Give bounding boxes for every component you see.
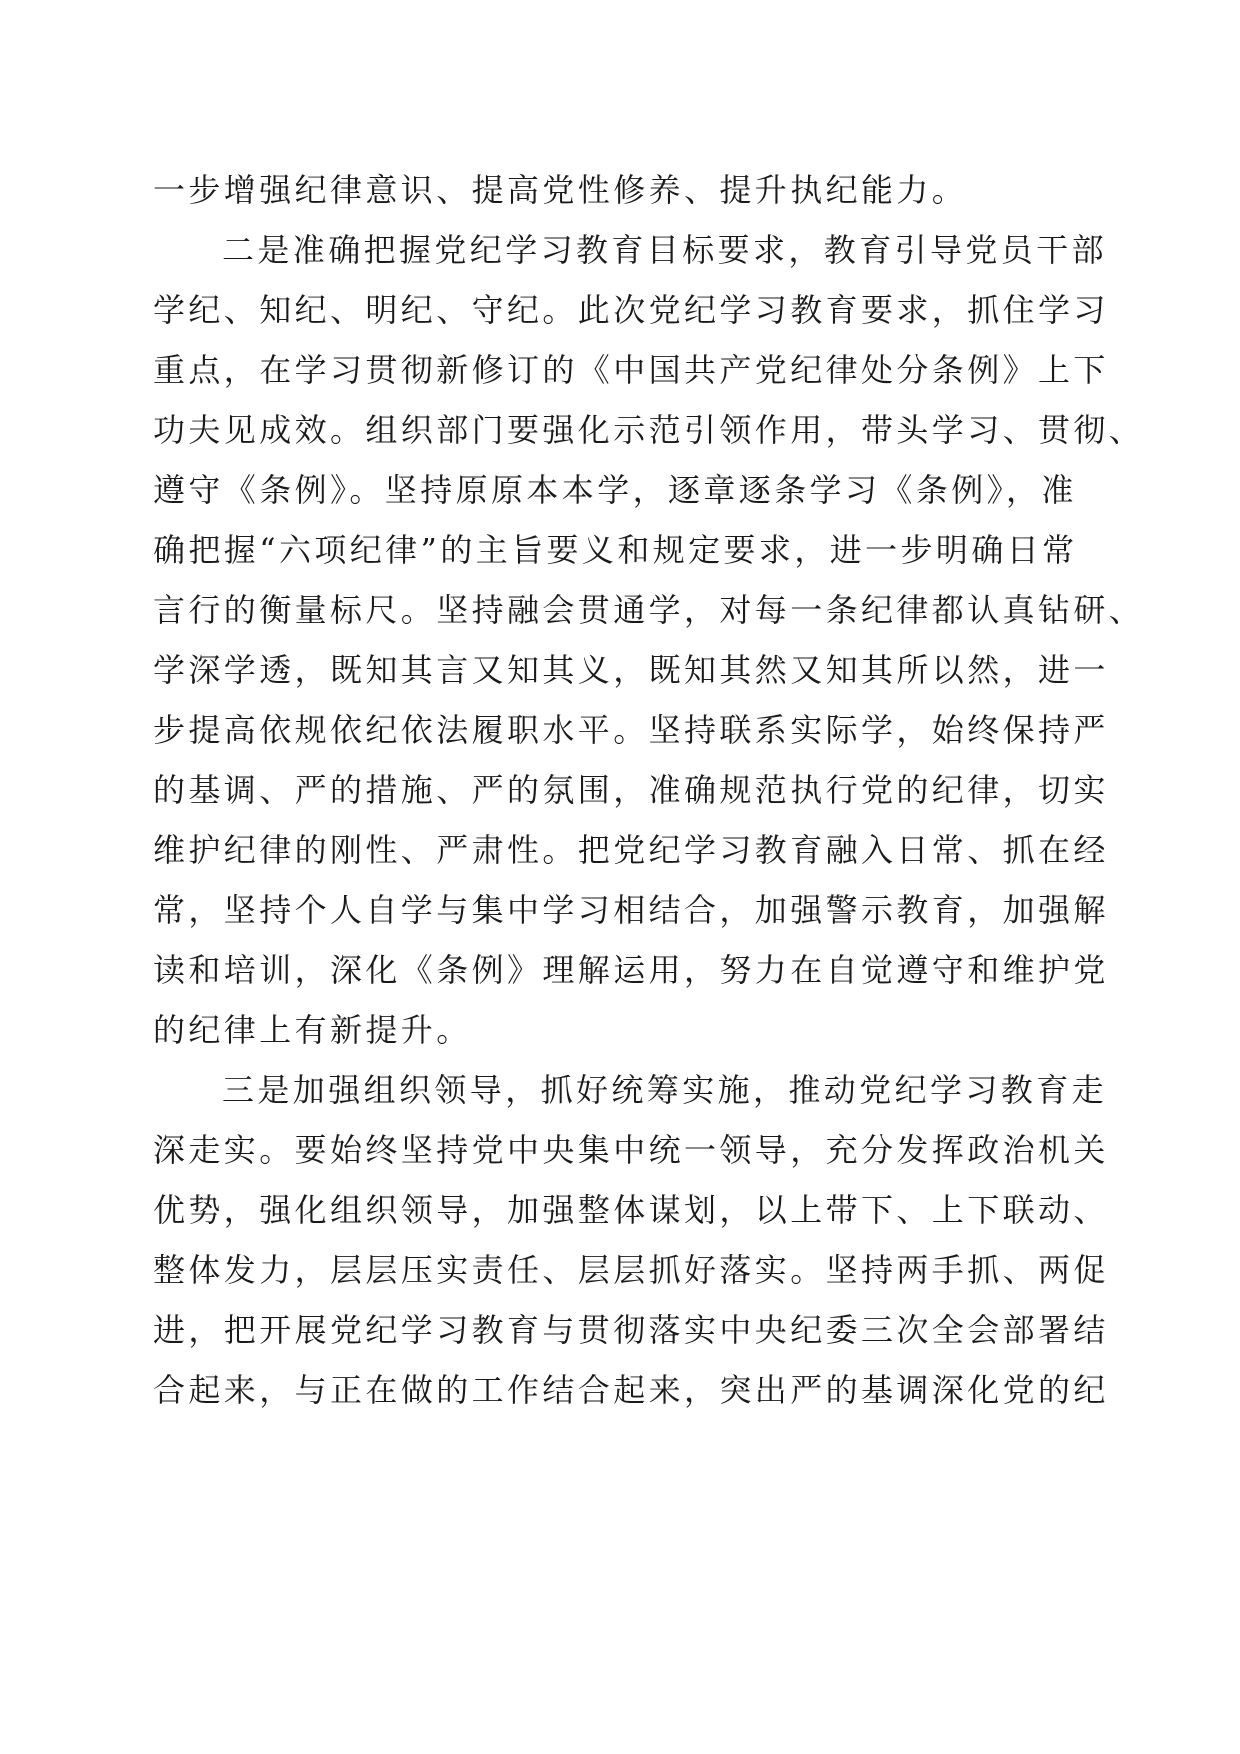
body-text-line: 确把握“六项纪律”的主旨要义和规定要求，进一步明确日常 <box>153 531 1078 569</box>
body-text-line: 维护纪律的刚性、严肃性。把党纪学习教育融入日常、抓在经 <box>153 831 1109 869</box>
body-text-line: 读和培训，深化《条例》理解运用，努力在自觉遵守和维护党 <box>153 951 1109 989</box>
body-text-line: 遵守《条例》。坚持原原本本学，逐章逐条学习《条例》，准 <box>153 471 1077 509</box>
body-text-line: 重点，在学习贯彻新修订的《中国共产党纪律处分条例》上下 <box>153 351 1109 389</box>
body-text-line: 功夫见成效。组织部门要强化示范引领作用，带头学习、贯彻、 <box>153 411 1145 449</box>
body-text-line: 进，把开展党纪学习教育与贯彻落实中央纪委三次全会部署结 <box>153 1311 1109 1349</box>
body-text-line: 学深学透，既知其言又知其义，既知其然又知其所以然，进一 <box>153 651 1109 689</box>
body-text-line: 的纪律上有新提升。 <box>153 1011 472 1049</box>
body-text-line: 一步增强纪律意识、提高党性修养、提升执纪能力。 <box>153 171 968 209</box>
body-text-line: 优势，强化组织领导，加强整体谋划，以上带下、上下联动、 <box>153 1191 1109 1229</box>
body-text-line: 学纪、知纪、明纪、守纪。此次党纪学习教育要求，抓住学习 <box>153 291 1109 329</box>
body-text-line: 合起来，与正在做的工作结合起来，突出严的基调深化党的纪 <box>153 1371 1109 1409</box>
body-text-line: 步提高依规依纪依法履职水平。坚持联系实际学，始终保持严 <box>153 711 1109 749</box>
body-text-line: 言行的衡量标尺。坚持融会贯通学，对每一条纪律都认真钻研、 <box>153 591 1145 629</box>
body-text-line: 深走实。要始终坚持党中央集中统一领导，充分发挥政治机关 <box>153 1131 1109 1169</box>
body-text-line: 整体发力，层层压实责任、层层抓好落实。坚持两手抓、两促 <box>153 1251 1109 1289</box>
paragraph-3-first-line: 三是加强组织领导，抓好统筹实施，推动党纪学习教育走 <box>222 1071 1108 1109</box>
body-text-line: 常，坚持个人自学与集中学习相结合，加强警示教育，加强解 <box>153 891 1109 929</box>
body-text-line: 的基调、严的措施、严的氛围，准确规范执行党的纪律，切实 <box>153 771 1109 809</box>
paragraph-2-first-line: 二是准确把握党纪学习教育目标要求，教育引导党员干部 <box>222 231 1108 269</box>
